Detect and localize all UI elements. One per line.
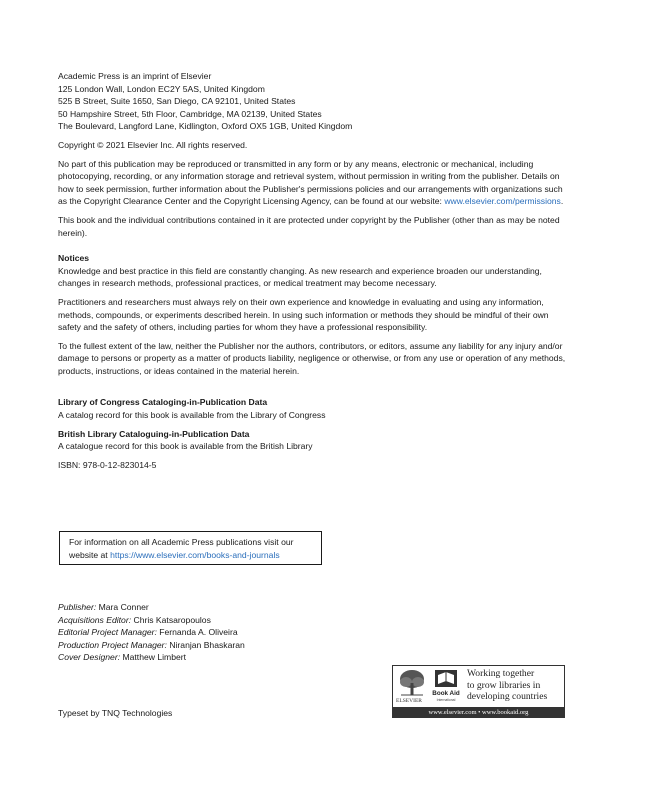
book-aid-logo-subtitle: International (436, 698, 456, 702)
info-box-line: For information on all Academic Press publications visit our (69, 537, 294, 547)
credits-list (58, 601, 245, 664)
elsevier-wordmark: ELSEVIER (396, 698, 422, 704)
info-box-prefix: website at (69, 549, 111, 560)
book-aid-logo-title: Book Aid (432, 690, 460, 697)
notices-paragraph-2: Practitioners and researchers must always rely on their own experience and knowledge in evaluating and using any information, methods, compounds, or experiments described herein. In using such information or methods they should be mindful of their own safety and the safety of others, including parties for whom they have a professional responsibility. (58, 296, 549, 333)
credit-acquisitions-editor (58, 614, 245, 627)
info-box-link-line (69, 549, 321, 562)
typeset-credit: Typeset by TNQ Technologies (58, 708, 173, 718)
credit-role: Acquisitions Editor: (58, 614, 132, 625)
imprint-address-block (58, 70, 566, 133)
isbn: ISBN: 978-0-12-823014-5 (58, 459, 157, 470)
credit-name: Chris Katsaropoulos (133, 614, 211, 625)
credit-name: Mara Conner (98, 602, 149, 612)
loc-heading: Library of Congress Cataloging-in-Publication Data (58, 397, 268, 408)
credit-production-pm (58, 639, 245, 652)
permissions-link[interactable]: www.elsevier.com/permissions (444, 196, 561, 207)
book-aid-logo (429, 669, 463, 705)
book-aid-tagline (467, 668, 547, 703)
credit-role: Publisher: (58, 602, 97, 612)
rights-period: . (560, 196, 564, 207)
book-aid-banner (392, 665, 565, 718)
credit-role: Production Project Manager: (58, 639, 167, 650)
credit-editorial-pm (58, 626, 245, 639)
publications-info-box (59, 531, 322, 565)
copyright-page-body (58, 70, 566, 471)
credit-publisher (58, 601, 245, 614)
credit-cover-designer (58, 651, 245, 664)
books-journals-link[interactable]: https://www.elsevier.com/books-and-journals (110, 549, 280, 560)
rights-text: No part of this publication may be reproduced or transmitted in any form or by any means, electronic or mechanical, including photocopying, recording, or any information storage and retrieval system, without permission in writing from the publisher. Details on how to seek permission, further information about the Publisher's permissions policies and our arrangements with organizations such as the Copyright Clearance Center and the Copyright Licensing Agency, can be found at our website: (58, 158, 563, 207)
notices-paragraph-1: Knowledge and best practice in this field are constantly changing. As new research and experience broaden our understanding, changes in research methods, professional practices, or medical treatment may become necessary. (58, 265, 542, 289)
address-line: 50 Hampshire Street, 5th Floor, Cambridge, MA 02139, United States (58, 108, 322, 119)
tagline-line: to grow libraries in (467, 679, 541, 691)
copyright-notice: Copyright © 2021 Elsevier Inc. All rights reserved. (58, 139, 248, 150)
notices-heading: Notices (58, 253, 90, 264)
credit-name: Matthew Limbert (122, 652, 187, 663)
british-library-text: A catalogue record for this book is available from the British Library (58, 441, 313, 452)
credit-name: Niranjan Bhaskaran (169, 639, 245, 650)
imprint-line: Academic Press is an imprint of Elsevier (58, 71, 212, 81)
notices-paragraph-3: To the fullest extent of the law, neither the Publisher nor the authors, contributors, or editors, assume any liability for any injury and/or damage to persons or property as a matter of products liability, negligence or otherwise, or from any use or operation of any methods, products, instructions, or ideas contained in the material herein. (58, 340, 566, 376)
book-aid-banner-top (393, 666, 564, 707)
book-aid-urls: www.elsevier.com • www.bookaid.org (393, 707, 564, 718)
address-line: 525 B Street, Suite 1650, San Diego, CA 92101, United States (58, 96, 296, 107)
individual-contributions-paragraph: This book and the individual contributions contained in it are protected under copyright by the Publisher (other than as may be noted herein). (58, 214, 560, 238)
credit-role: Editorial Project Manager: (58, 627, 157, 638)
credit-role: Cover Designer: (58, 652, 121, 663)
credit-name: Fernanda A. Oliveira (159, 627, 238, 638)
address-line: 125 London Wall, London EC2Y 5AS, United Kingdom (58, 83, 265, 94)
british-library-heading: British Library Cataloguing-in-Publication Data (58, 428, 250, 439)
address-line: The Boulevard, Langford Lane, Kidlington, Oxford OX5 1GB, United Kingdom (58, 121, 353, 132)
loc-text: A catalog record for this book is available from the Library of Congress (58, 410, 326, 421)
rights-paragraph (58, 158, 566, 208)
tagline-line: Working together (467, 668, 535, 679)
tagline-line: developing countries (467, 691, 548, 702)
